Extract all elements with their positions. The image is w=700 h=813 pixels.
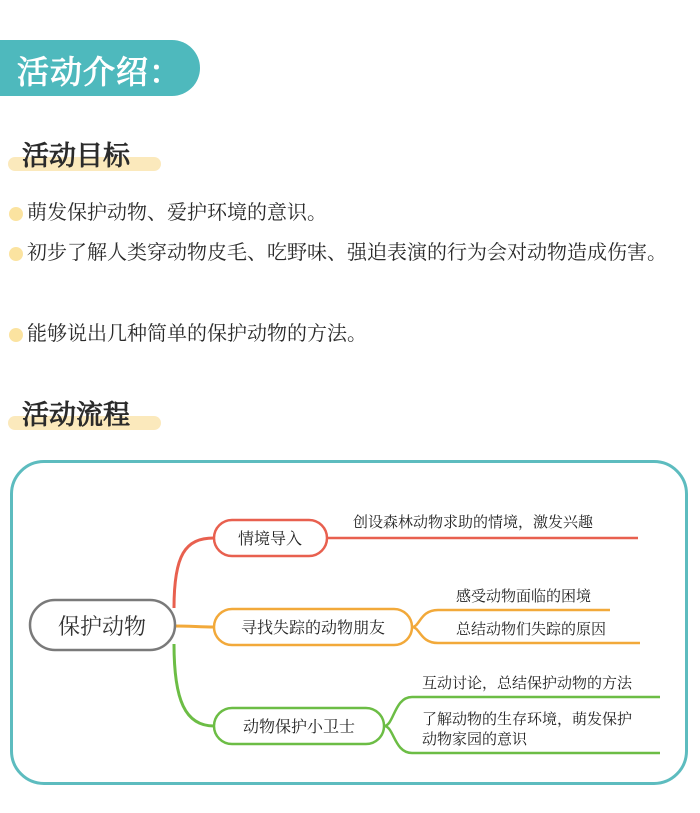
section-title-goals bbox=[22, 134, 130, 174]
detail-text: 感受动物面临的困境 bbox=[456, 587, 592, 605]
goal-text: 能够说出几种简单的保护动物的方法。 bbox=[27, 321, 367, 345]
bullet-dot-icon bbox=[9, 328, 23, 342]
section-title-process bbox=[22, 393, 130, 433]
root-label: 保护动物 bbox=[57, 615, 147, 640]
branch-connector-2 bbox=[174, 626, 214, 627]
activity-intro-banner bbox=[0, 40, 200, 96]
bullet-dot-icon bbox=[9, 207, 23, 221]
goal-text: 萌发保护动物、爱护环境的意识。 bbox=[27, 200, 327, 224]
branch-connector-1 bbox=[174, 538, 214, 608]
goals-title-text: 活动目标 bbox=[22, 141, 130, 172]
banner-title: 活动介绍： bbox=[17, 53, 183, 91]
mindmap-diagram bbox=[10, 460, 688, 785]
branch-node-2 bbox=[214, 609, 412, 645]
branch-label: 寻找失踪的动物朋友 bbox=[240, 618, 386, 637]
branch-label: 情境导入 bbox=[237, 529, 303, 548]
detail-text: 了解动物的生存环境，萌发保护 bbox=[422, 710, 633, 728]
branch-node-1 bbox=[214, 520, 327, 556]
detail-text: 总结动物们失踪的原因 bbox=[456, 620, 607, 638]
branch-label: 动物保护小卫士 bbox=[242, 717, 356, 736]
process-title-text: 活动流程 bbox=[22, 400, 130, 431]
bullet-dot-icon bbox=[9, 247, 23, 261]
branch-connector-3 bbox=[174, 644, 214, 726]
detail-text: 互动讨论，总结保护动物的方法 bbox=[422, 674, 633, 692]
detail-text: 创设森林动物求助的情境，激发兴趣 bbox=[353, 513, 594, 531]
detail-text: 动物家园的意识 bbox=[422, 730, 528, 748]
branch-node-3 bbox=[214, 708, 384, 744]
goal-text: 初步了解人类穿动物皮毛、吃野味、强迫表演的行为会对动物造成伤害。 bbox=[27, 240, 667, 264]
root-node bbox=[30, 600, 175, 650]
